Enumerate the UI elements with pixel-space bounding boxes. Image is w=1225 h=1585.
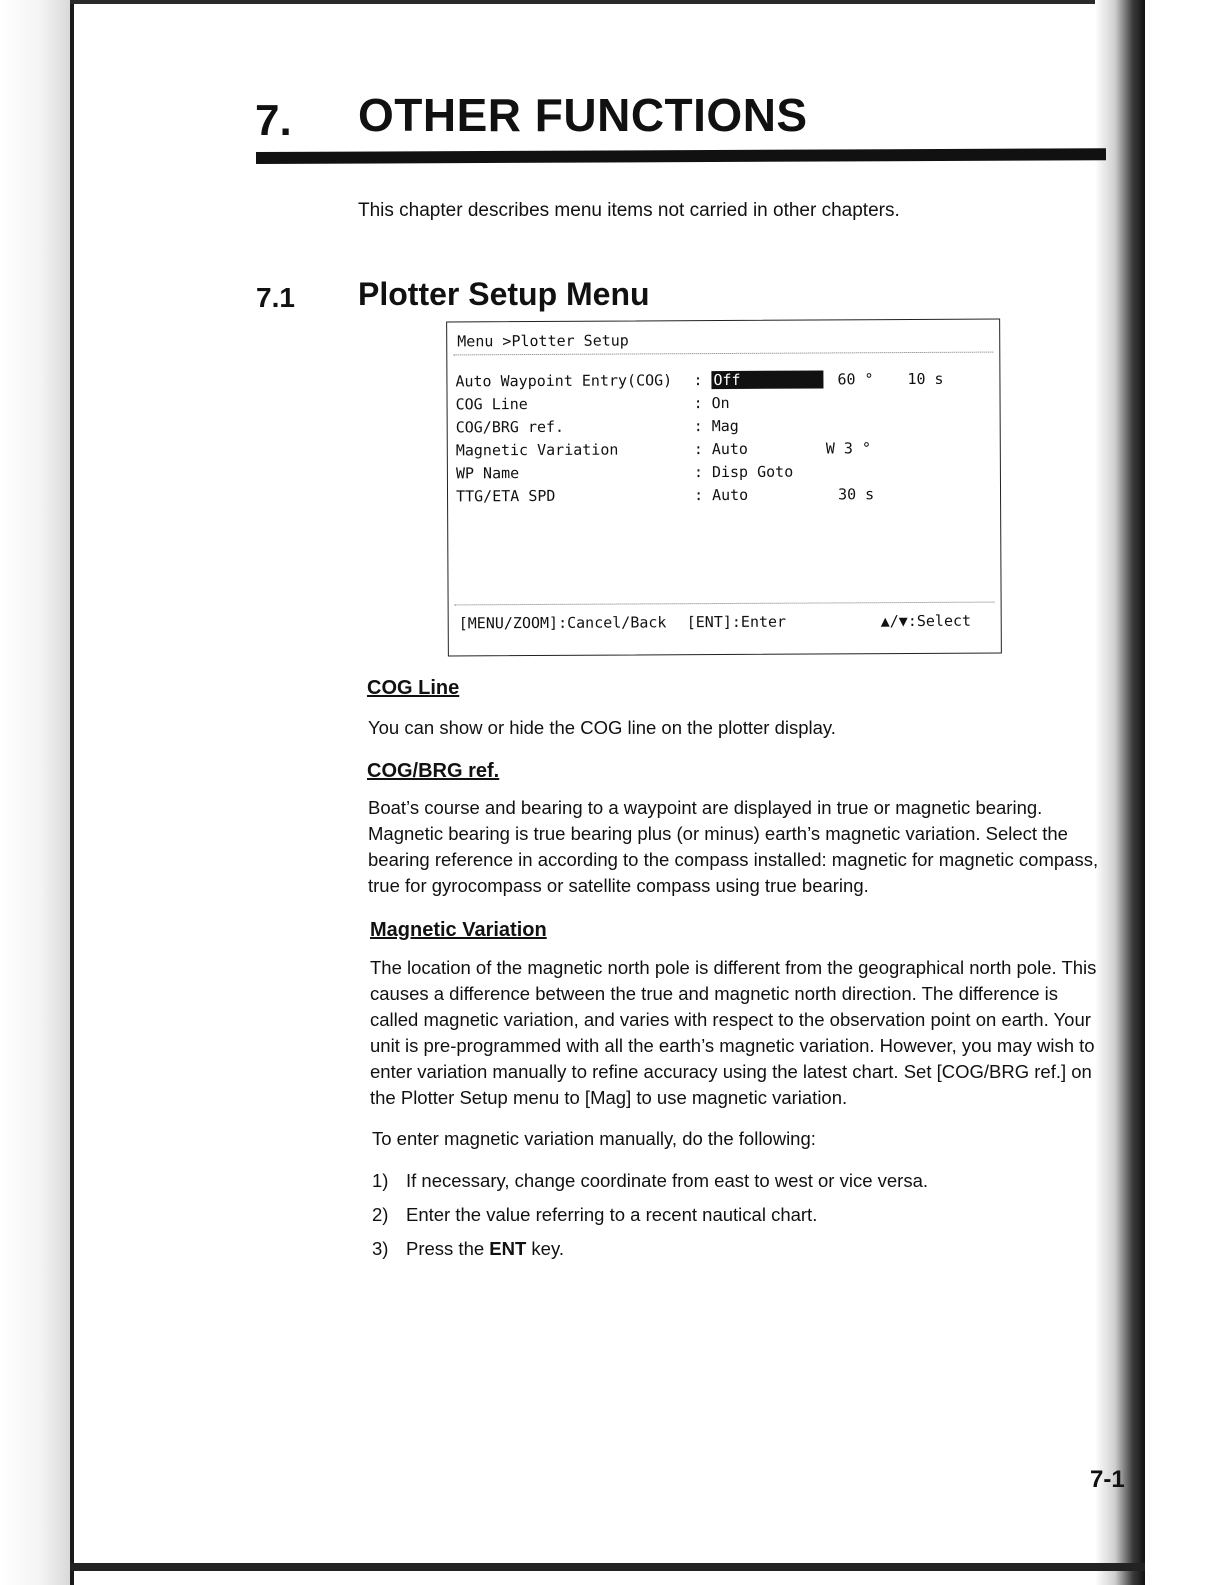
chapter-number: 7. xyxy=(255,96,292,145)
section-number: 7.1 xyxy=(256,282,295,313)
section-title: Plotter Setup Menu xyxy=(358,276,650,312)
menu-row-colon: : xyxy=(693,417,703,436)
scan-shadow-left xyxy=(0,0,72,1585)
menu-row-colon: : xyxy=(693,371,703,390)
menu-row-value-selected: Off xyxy=(711,370,823,389)
screen-divider-bottom xyxy=(455,602,995,606)
menu-row-extra: 30 s xyxy=(837,485,875,504)
magnetic-variation-text: The location of the magnetic north pole is different from the geographical north pole. This causes a difference between the true and magnetic north direction. The difference is called magnetic variation, and varies with respect to the observation point on earth. Your unit is pre-programmed with all the earth’s magnetic variation. However, you may wish to enter variation manually to refine accuracy using the latest chart. Set [COG/BRG ref.] on the Plotter Setup menu to [Mag] to use magnetic variation. xyxy=(370,957,1097,1108)
menu-row-colon: : xyxy=(693,486,704,505)
menu-row-colon: : xyxy=(693,394,703,413)
screen-breadcrumb: Menu >Plotter Setup xyxy=(457,331,629,351)
menu-row-extra: 10 s xyxy=(907,369,944,389)
magnetic-variation-heading: Magnetic Variation xyxy=(370,919,547,941)
menu-row-extra: 60 ° xyxy=(837,370,874,389)
cog-line-text: You can show or hide the COG line on the plotter display. xyxy=(368,717,836,738)
step-text: Enter the value referring to a recent nautical chart. xyxy=(406,1204,818,1225)
menu-row-label: COG Line xyxy=(455,395,528,414)
menu-row-label: Auto Waypoint Entry(COG) xyxy=(455,371,673,391)
cog-brg-heading: COG/BRG ref. xyxy=(367,760,500,782)
chapter-intro: This chapter describes menu items not carried in other chapters. xyxy=(358,200,900,221)
menu-row-extra: W 3 ° xyxy=(825,439,871,458)
scan-edge-bottom xyxy=(70,1563,1145,1571)
menu-row-value: Auto xyxy=(711,485,749,505)
procedure-intro: To enter magnetic variation manually, do the following: xyxy=(372,1128,816,1149)
menu-row-value: On xyxy=(711,393,730,413)
footer-select-hint: ▲/▼:Select xyxy=(880,611,972,631)
procedure-step xyxy=(372,1204,817,1226)
procedure-step xyxy=(372,1238,564,1260)
cog-brg-text: Boat’s course and bearing to a waypoint are displayed in true or magnetic bearing. Magnetic bearing is true bearing plus (or minus) earth’s magnetic variation. Select the bearing reference in according to the compass installed: magnetic for magnetic compass, true for gyrocompass or satellite compass using true bearing. xyxy=(368,797,1099,896)
chapter-title: OTHER FUNCTIONS xyxy=(358,89,808,141)
menu-row-label: COG/BRG ref. xyxy=(455,417,565,437)
menu-row-label: Magnetic Variation xyxy=(455,440,619,460)
menu-row-colon: : xyxy=(693,440,703,459)
footer-cancel-hint: [MENU/ZOOM]:Cancel/Back xyxy=(458,613,667,633)
scan-shadow-right xyxy=(1095,0,1145,1585)
scan-margin-right xyxy=(1145,0,1225,1585)
plotter-setup-screen xyxy=(446,319,1002,657)
cog-line-heading: COG Line xyxy=(367,677,460,699)
screen-divider-top xyxy=(453,352,993,356)
scan-edge-top xyxy=(70,0,1145,4)
page-number: 7-1 xyxy=(1090,1466,1125,1493)
menu-row-label: TTG/ETA SPD xyxy=(455,486,556,506)
menu-row-label: WP Name xyxy=(455,464,520,483)
menu-row-value: Mag xyxy=(711,416,739,436)
scan-edge-left xyxy=(70,0,74,1585)
step-number: 2) xyxy=(372,1204,389,1225)
step-text: If necessary, change coordinate from east to west or vice versa. xyxy=(406,1170,929,1191)
footer-enter-hint: [ENT]:Enter xyxy=(686,612,787,632)
menu-row-colon: : xyxy=(693,463,703,482)
chapter-rule xyxy=(256,148,1106,164)
step-text: Press the xyxy=(406,1238,490,1259)
menu-row-value: Auto xyxy=(711,439,748,459)
procedure-step xyxy=(372,1170,928,1192)
step-number: 1) xyxy=(372,1170,389,1191)
step-text: key. xyxy=(526,1238,564,1259)
ent-key: ENT xyxy=(489,1238,527,1259)
step-number: 3) xyxy=(372,1238,389,1259)
menu-row-value: Disp Goto xyxy=(711,462,794,482)
